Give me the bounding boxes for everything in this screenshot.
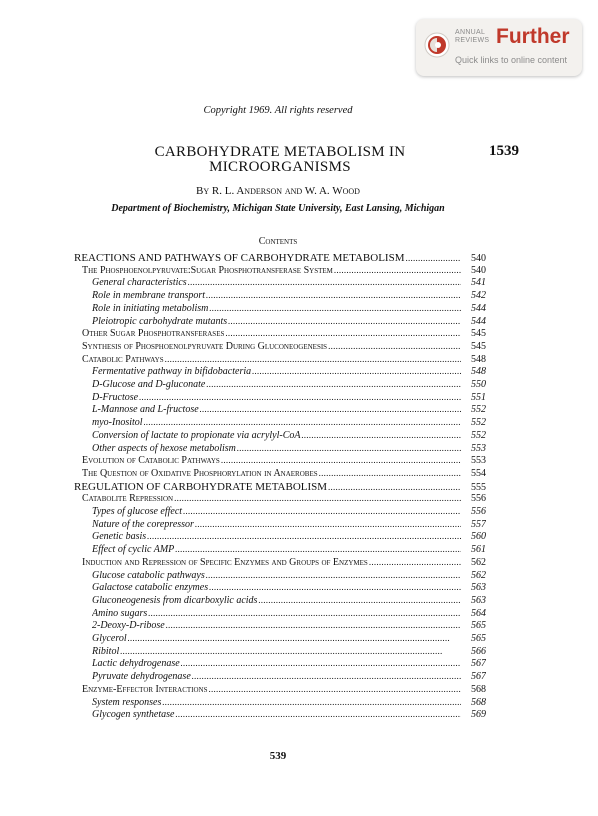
toc-leader-dots bbox=[369, 557, 461, 567]
toc-entry-page: 553 bbox=[471, 442, 486, 454]
toc-entry-title: Evolution of Catabolic Pathways bbox=[82, 455, 220, 467]
toc-entry bbox=[92, 443, 486, 454]
toc-entry-title: REACTIONS AND PATHWAYS OF CARBOHYDRATE METABOLISM bbox=[74, 252, 405, 264]
further-label: Further bbox=[496, 25, 570, 48]
toc-leader-dots bbox=[192, 671, 461, 681]
toc-entry-title: Catabolite Repression bbox=[82, 493, 174, 505]
toc-entry-page: 557 bbox=[471, 518, 486, 530]
toc-entry-title: L-Mannose and L-fructose bbox=[92, 404, 199, 416]
toc-entry bbox=[82, 468, 486, 479]
toc-entry bbox=[92, 316, 486, 327]
toc-entry bbox=[92, 379, 486, 390]
copyright-notice: Copyright 1969. All rights reserved bbox=[203, 105, 353, 116]
toc-entry-title: Amino sugars bbox=[92, 607, 148, 619]
toc-entry-page: 562 bbox=[471, 556, 486, 568]
toc-leader-dots bbox=[406, 252, 462, 262]
toc-entry bbox=[82, 341, 486, 352]
title-line-1: CARBOHYDRATE METABOLISM IN bbox=[154, 144, 406, 160]
toc-entry-page: 556 bbox=[471, 493, 486, 505]
toc-leader-dots bbox=[195, 519, 461, 529]
toc-entry bbox=[92, 671, 486, 682]
toc-entry-title: Pyruvate dehydrogenase bbox=[92, 671, 191, 683]
toc-entry bbox=[92, 303, 486, 314]
toc-entry-page: 568 bbox=[471, 683, 486, 695]
toc-entry-page: 555 bbox=[471, 481, 486, 493]
toc-entry-page: 567 bbox=[471, 671, 486, 683]
toc-entry-title: Enzyme-Effector Interactions bbox=[82, 683, 208, 695]
toc-leader-dots bbox=[237, 443, 461, 453]
toc-entry bbox=[92, 544, 486, 555]
toc-entry-title: Lactic dehydrogenase bbox=[92, 658, 180, 670]
toc-entry bbox=[82, 557, 486, 568]
toc-leader-dots bbox=[174, 493, 461, 503]
page-start-number: 1539 bbox=[489, 143, 519, 159]
toc-entry-title: Nature of the corepressor bbox=[92, 518, 194, 530]
toc-entry-title: Synthesis of Phosphoenolpyruvate During Gluconeogenesis bbox=[82, 340, 328, 352]
toc-entry-page: 548 bbox=[471, 353, 486, 365]
toc-entry-title: Other aspects of hexose metabolism bbox=[92, 442, 236, 454]
toc-entry-page: 556 bbox=[471, 506, 486, 517]
page-number: 539 bbox=[269, 750, 287, 762]
toc-entry-title: Ribitol bbox=[92, 645, 120, 657]
toc-entry-title: myo-Inositol bbox=[92, 417, 143, 429]
toc-leader-dots bbox=[301, 430, 461, 440]
toc-entry-title: Induction and Repression of Specific Enzymes and Groups of Enzymes bbox=[82, 556, 368, 568]
toc-entry bbox=[92, 582, 486, 593]
toc-entry-title: Catabolic Pathways bbox=[82, 353, 164, 365]
annual-text: ANNUAL bbox=[455, 29, 486, 36]
authors: By R. L. Anderson and W. A. Wood bbox=[196, 185, 360, 197]
toc-leader-dots bbox=[120, 646, 461, 656]
toc-entry-title: Fermentative pathway in bifidobacteria bbox=[92, 366, 252, 378]
toc-entry-page: 567 bbox=[471, 658, 486, 670]
toc-entry-title: Glycogen synthetase bbox=[92, 709, 175, 721]
toc-leader-dots bbox=[147, 531, 461, 541]
toc-entry-page: 553 bbox=[471, 455, 486, 467]
toc-leader-dots bbox=[228, 316, 461, 326]
toc-entry-page: 565 bbox=[471, 620, 486, 632]
toc-entry-title: System responses bbox=[92, 696, 162, 708]
toc-entry-page: 568 bbox=[471, 696, 486, 708]
toc-entry bbox=[92, 417, 486, 428]
toc-leader-dots bbox=[183, 506, 461, 516]
further-banner[interactable] bbox=[416, 19, 582, 76]
toc-entry bbox=[92, 277, 486, 288]
toc-entry-page: 563 bbox=[471, 594, 486, 606]
toc-entry-title: D-Glucose and D-gluconate bbox=[92, 379, 206, 390]
toc-entry-page: 560 bbox=[471, 531, 486, 543]
toc-entry-page: 551 bbox=[471, 391, 486, 403]
toc-leader-dots bbox=[175, 709, 461, 719]
toc-leader-dots bbox=[148, 608, 461, 618]
toc-entry-title: Glycerol bbox=[92, 633, 127, 644]
toc-leader-dots bbox=[208, 684, 461, 694]
toc-entry bbox=[92, 658, 486, 669]
toc-entry bbox=[92, 392, 486, 403]
toc-entry-page: 569 bbox=[471, 709, 486, 721]
toc-entry-title: Galactose catabolic enzymes bbox=[92, 582, 209, 594]
toc-entry bbox=[82, 265, 486, 276]
toc-leader-dots bbox=[166, 620, 461, 630]
toc-leader-dots bbox=[258, 595, 461, 605]
toc-entry-page: 552 bbox=[471, 429, 486, 441]
toc-entry-page: 561 bbox=[471, 544, 486, 556]
toc-entry-page: 565 bbox=[471, 633, 486, 644]
toc-entry-page: 554 bbox=[471, 467, 486, 479]
toc-entry-title: Other Sugar Phosphotransferases bbox=[82, 328, 225, 340]
toc-leader-dots bbox=[206, 570, 461, 580]
toc-entry bbox=[92, 608, 486, 619]
toc-entry-page: 545 bbox=[471, 328, 486, 340]
contents-heading: Contents bbox=[258, 236, 298, 247]
toc-leader-dots bbox=[209, 582, 461, 592]
toc-entry-title: Role in membrane transport bbox=[92, 290, 206, 302]
toc-entry-page: 552 bbox=[471, 417, 486, 429]
toc-entry bbox=[92, 519, 486, 530]
toc-leader-dots bbox=[206, 290, 461, 300]
annual-reviews-wordmark bbox=[455, 29, 489, 45]
toc-entry bbox=[92, 633, 486, 644]
toc-entry-title: Gluconeogenesis from dicarboxylic acids bbox=[92, 594, 258, 606]
toc-leader-dots bbox=[200, 404, 461, 414]
toc-entry-page: 564 bbox=[471, 607, 486, 619]
toc-leader-dots bbox=[221, 455, 461, 465]
toc-leader-dots bbox=[252, 366, 461, 376]
toc-entry bbox=[82, 328, 486, 339]
toc-leader-dots bbox=[162, 697, 461, 707]
toc-entry bbox=[92, 290, 486, 301]
toc-entry-title: General characteristics bbox=[92, 277, 187, 289]
toc-leader-dots bbox=[188, 277, 461, 287]
toc-entry bbox=[82, 493, 486, 504]
toc-leader-dots bbox=[209, 303, 461, 313]
toc-entry-title: Types of glucose effect bbox=[92, 506, 183, 517]
toc-entry-title: Glucose catabolic pathways bbox=[92, 569, 205, 581]
toc-entry-page: 544 bbox=[471, 302, 486, 314]
toc-entry-title: REGULATION OF CARBOHYDRATE METABOLISM bbox=[74, 480, 328, 493]
reviews-text: REVIEWS bbox=[455, 37, 490, 44]
toc-entry-title: 2-Deoxy-D-ribose bbox=[92, 620, 165, 632]
toc-leader-dots bbox=[334, 265, 461, 275]
toc-leader-dots bbox=[175, 544, 461, 554]
toc-entry-title: D-Fructose bbox=[92, 391, 139, 403]
toc-entry-page: 540 bbox=[471, 253, 486, 264]
toc-leader-dots bbox=[225, 328, 461, 338]
affiliation: Department of Biochemistry, Michigan State University, East Lansing, Michigan bbox=[111, 203, 445, 214]
toc-entry bbox=[82, 354, 486, 365]
toc-entry bbox=[92, 646, 486, 657]
toc-entry-page: 541 bbox=[471, 277, 486, 289]
toc-entry bbox=[82, 455, 486, 466]
toc-entry-page: 563 bbox=[471, 582, 486, 594]
toc-leader-dots bbox=[128, 633, 461, 643]
title-line-2: MICROORGANISMS bbox=[209, 159, 351, 175]
toc-entry-title: The Question of Oxidative Phosphorylation in Anaerobes bbox=[82, 467, 318, 479]
toc-entry-page: 550 bbox=[471, 379, 486, 390]
toc-entry bbox=[92, 531, 486, 542]
toc-entry bbox=[82, 684, 486, 695]
toc-entry-page: 544 bbox=[471, 315, 486, 327]
toc-entry-page: 542 bbox=[471, 290, 486, 302]
toc-entry bbox=[92, 430, 486, 441]
toc-leader-dots bbox=[181, 658, 461, 668]
toc-entry-page: 566 bbox=[471, 645, 486, 657]
toc-entry bbox=[92, 570, 486, 581]
toc-entry-title: Genetic basis bbox=[92, 531, 147, 543]
toc-entry-page: 548 bbox=[471, 366, 486, 378]
toc-entry-page: 545 bbox=[471, 340, 486, 352]
toc-entry-title: The Phosphoenolpyruvate:Sugar Phosphotransferase System bbox=[82, 264, 333, 276]
toc-entry-title: Role in initiating metabolism bbox=[92, 302, 209, 314]
toc-entry bbox=[92, 506, 486, 517]
toc-entry-title: Pleiotropic carbohydrate mutants bbox=[92, 315, 228, 327]
toc-entry bbox=[92, 697, 486, 708]
toc-entry bbox=[92, 595, 486, 606]
toc-leader-dots bbox=[328, 341, 461, 351]
toc-entry bbox=[92, 709, 486, 720]
toc-leader-dots bbox=[165, 354, 461, 364]
toc-leader-dots bbox=[139, 392, 461, 402]
toc-leader-dots bbox=[328, 481, 461, 491]
toc-entry bbox=[92, 366, 486, 377]
toc-leader-dots bbox=[319, 468, 461, 478]
toc-entry-title: Effect of cyclic AMP bbox=[92, 544, 175, 556]
toc-entry bbox=[92, 404, 486, 415]
quick-links-text: Quick links to online content bbox=[455, 55, 568, 65]
toc-entry-title: Conversion of lactate to propionate via acrylyl-CoA bbox=[92, 429, 301, 441]
annual-reviews-logo-icon bbox=[424, 32, 450, 58]
article-title bbox=[120, 145, 440, 175]
toc-entry bbox=[74, 481, 486, 493]
toc-leader-dots bbox=[144, 417, 461, 427]
toc-entry-page: 552 bbox=[471, 404, 486, 416]
toc-leader-dots bbox=[206, 379, 461, 389]
toc-entry-page: 540 bbox=[471, 264, 486, 276]
toc-entry bbox=[92, 620, 486, 631]
toc-entry-page: 562 bbox=[471, 569, 486, 581]
toc-entry bbox=[74, 252, 486, 264]
